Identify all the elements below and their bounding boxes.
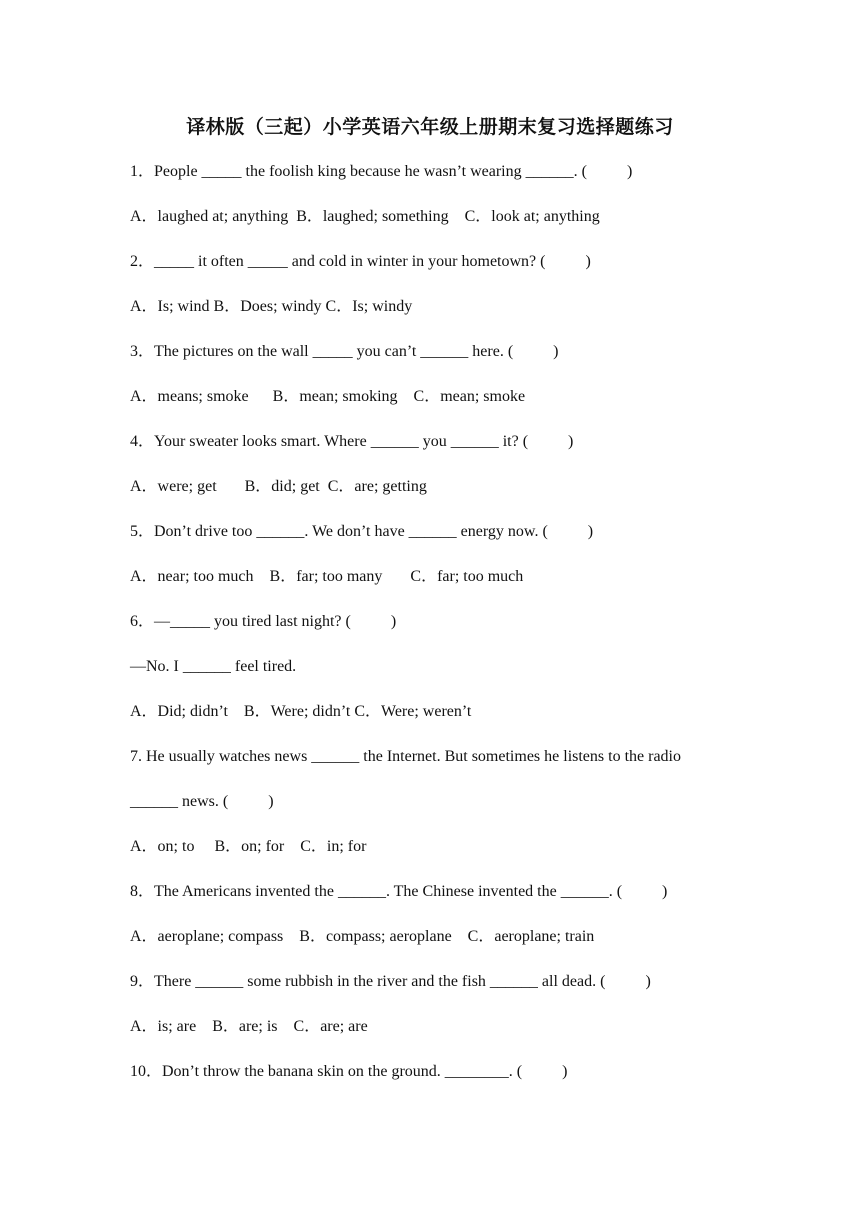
question-3: 3．The pictures on the wall _____ you can’t ______ here. ( ) [130, 343, 559, 360]
question-5-options: A．near; too much B．far; too many C．far; too much [130, 568, 524, 585]
question-6-options: A．Did; didn’t B．Were; didn’t C．Were; weren’t [130, 703, 472, 720]
question-9: 9．There ______ some rubbish in the river and the fish ______ all dead. ( ) [130, 973, 651, 990]
question-8: 8．The Americans invented the ______. The Chinese invented the ______. ( ) [130, 883, 668, 900]
question-6: 6．—_____ you tired last night? ( ) [130, 613, 397, 630]
question-8-options: A．aeroplane; compass B．compass; aeroplane C．aeroplane; train [130, 928, 595, 945]
question-3-options: A．means; smoke B．mean; smoking C．mean; smoke [130, 388, 526, 405]
question-6-reply: —No. I ______ feel tired. [130, 658, 297, 675]
question-7-continued: ______ news. ( ) [130, 793, 274, 810]
question-4: 4．Your sweater looks smart. Where ______ you ______ it? ( ) [130, 433, 574, 450]
question-2: 2．_____ it often _____ and cold in winter in your hometown? ( ) [130, 253, 591, 270]
question-10: 10．Don’t throw the banana skin on the ground. ________. ( ) [130, 1063, 568, 1080]
question-9-options: A．is; are B．are; is C．are; are [130, 1018, 368, 1035]
question-1-options: A．laughed at; anything B．laughed; something C．look at; anything [130, 208, 600, 225]
page-title: 译林版（三起）小学英语六年级上册期末复习选择题练习 [186, 116, 674, 138]
question-1: 1．People _____ the foolish king because he wasn’t wearing ______. ( ) [130, 163, 633, 180]
question-7-options: A．on; to B．on; for C．in; for [130, 838, 367, 855]
question-5: 5．Don’t drive too ______. We don’t have ______ energy now. ( ) [130, 523, 594, 540]
question-2-options: A．Is; wind B．Does; windy C．Is; windy [130, 298, 413, 315]
question-7: 7. He usually watches news ______ the Internet. But sometimes he listens to the radio [130, 748, 681, 765]
question-4-options: A．were; get B．did; get C．are; getting [130, 478, 427, 495]
